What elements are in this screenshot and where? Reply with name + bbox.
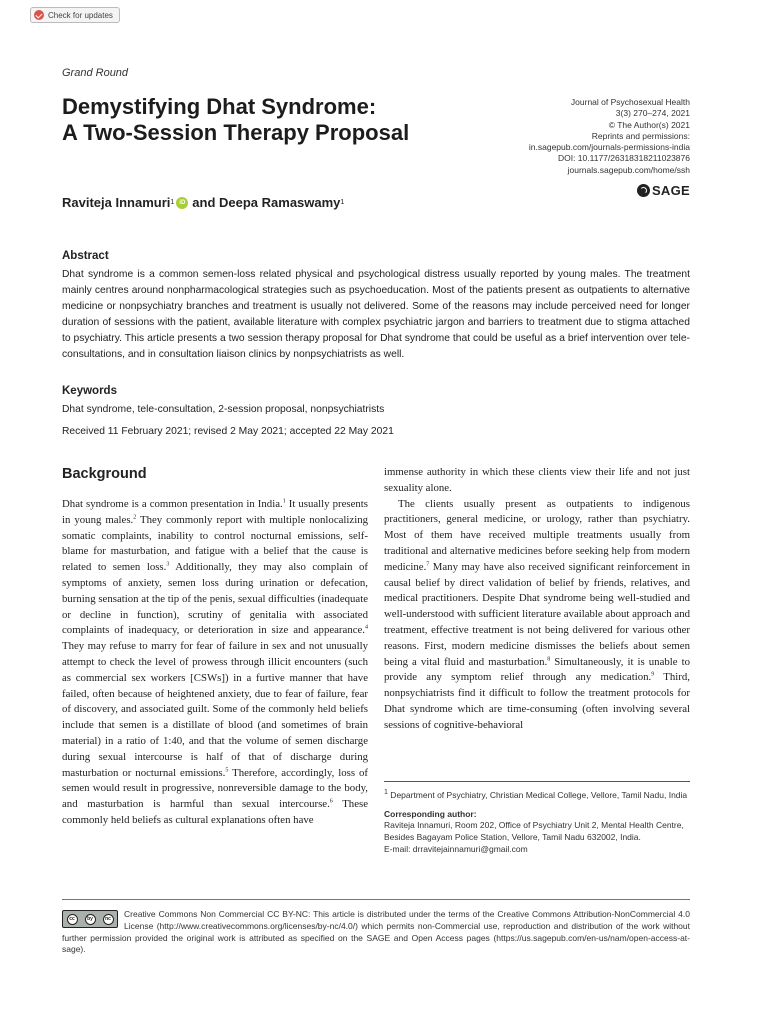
reference-9[interactable]: 9	[651, 671, 655, 678]
keywords-text: Dhat syndrome, tele-consultation, 2-session proposal, nonpsychiatrists	[62, 404, 385, 415]
text-run: It usually presents in young males.	[62, 498, 368, 526]
background-left-column	[62, 497, 368, 829]
corresponding-author-heading: Corresponding author:	[384, 808, 477, 819]
author-2-affiliation: 1	[340, 199, 345, 206]
received-dates: Received 11 February 2021; revised 2 May 2021; accepted 22 May 2021	[62, 426, 394, 437]
text-run: They commonly report with multiple nonlocalizing somatic complaints, inability to control nocturnal emissions, self-blame for masturbation, and fatigue with a belief that the cause is related to semen loss.	[62, 513, 368, 574]
title-line-1: Demystifying Dhat Syndrome:	[62, 94, 377, 119]
reference-7[interactable]: 7	[426, 561, 430, 568]
text-run: These commonly held beliefs as cultural explanations often have	[62, 798, 368, 826]
journal-reprints: Reprints and permissions:	[591, 130, 690, 141]
affiliation-text: Department of Psychiatry, Christian Medical College, Vellore, Tamil Nadu, India	[387, 789, 688, 800]
nc-icon: nc	[103, 914, 114, 925]
author-1-name: Raviteja Innamuri	[62, 195, 171, 210]
title-line-2: A Two-Session Therapy Proposal	[62, 120, 410, 145]
affiliation-footnote	[384, 787, 690, 802]
cc-by-nc-badge[interactable]	[62, 910, 118, 928]
footnotes	[384, 787, 690, 856]
check-updates-icon	[34, 10, 44, 20]
article-section-label: Grand Round	[62, 67, 129, 79]
corresponding-author-email[interactable]: E-mail: drravitejainnamuri@gmail.com	[384, 844, 528, 855]
footnote-divider	[384, 781, 690, 782]
text-run: Simultaneously, it is unable to provide any symptom relief through any medication.	[384, 655, 690, 684]
sage-logo-text: SAGE	[651, 183, 690, 198]
orcid-icon[interactable]: iD	[176, 197, 188, 209]
background-paragraph-1	[62, 497, 368, 829]
text-run: Many may have also received significant reinforcement in causal belief by direct validation of belief by friends, relatives, and medical practitioners. Despite Dhat syndrome being well-studied and well-understood with sufficient literature available about approach and treatment, effective treatment is not being delivered for various other reasons. First, modern medicine dismisses the beliefs about semen being a vital fluid and masturbation.	[384, 560, 690, 668]
text-run: The clients usually present as outpatients to indigenous practitioners, general medicine, or urology, rather than psychiatry. Most of them have received multiple treatments usually from traditional and alternative medicines before seeking help from modern medicine.	[384, 497, 690, 573]
check-for-updates-button[interactable]	[30, 7, 120, 23]
reference-4[interactable]: 4	[365, 624, 368, 631]
abstract-text: Dhat syndrome is a common semen-loss related physical and psychological distress usually reported by young males. The treatment mainly centres around nonpharmacological strategies such as psychoeducation. Most of the patients present as outpatients to alternative medicine or nonpsychiatry branches and treatment is usually not delivered. Some of the reasons may include perceived need for longer duration of sessions with the patient, available literature with complex psychiatric jargon and barriers to treatment due to stigma attached to psychiatry. This article presents a two session therapy proposal for Dhat syndrome that could be useful as a brief intervention over tele-consultations, and in consultation liaison clinics by nonpsychiatrists as well.	[62, 269, 690, 361]
journal-doi[interactable]: DOI: 10.1177/26318318211023876	[557, 153, 690, 164]
background-paragraph-2	[384, 497, 690, 734]
text-run: Additionally, they may also complain of symptoms of anxiety, semen loss during urination or defecation, burning sensation at the tip of the penis, sexual difficulties (inadequate or decline in function), scrutiny of genitalia with associated complaints of inadequacy, or deterioration in size and appearance.	[62, 561, 368, 637]
journal-copyright: © The Author(s) 2021	[608, 119, 690, 130]
journal-volume: 3(3) 270–274, 2021	[615, 108, 690, 119]
by-icon: by	[85, 914, 96, 925]
text-run: They may refuse to marry for fear of failure in sex and not unusually attempt to check the level of prowess through illicit encounters (such as commercial sex workers [CSWs]) in a furtive manner that have failed, often because of heightened anxiety, due to fear of failure, fear of discovery, and associated guilt. Some of the commonly held beliefs include that semen is a distillate of blood (and sometimes of brain material) in a ratio of 1:40, and that the volume of semen discharge during sexual intercourse is half of that of discharge during masturbation or nocturnal emissions.	[62, 640, 368, 779]
check-for-updates-label: Check for updates	[48, 10, 113, 20]
journal-info	[430, 97, 690, 176]
author-line	[62, 195, 344, 210]
author-1-affiliation: 1	[170, 199, 175, 206]
journal-permissions-link[interactable]: in.sagepub.com/journals-permissions-india	[528, 142, 690, 153]
sage-logo	[637, 183, 690, 198]
journal-name: Journal of Psychosexual Health	[570, 97, 690, 107]
reference-5[interactable]: 5	[225, 766, 229, 773]
background-heading: Background	[62, 466, 147, 482]
corresponding-author-address: Raviteja Innamuri, Room 202, Office of Psychiatry Unit 2, Mental Health Centre, Besides Bagayam Police Station, Vellore, Tamil Nadu 632002, India.	[384, 820, 684, 843]
cc-icon: cc	[67, 914, 78, 925]
article-title	[62, 94, 462, 146]
background-right-column	[384, 465, 690, 734]
journal-homepage-link[interactable]: journals.sagepub.com/home/ssh	[567, 164, 690, 175]
author-2-name: and Deepa Ramaswamy	[192, 195, 341, 210]
reference-1[interactable]: 1	[282, 498, 286, 505]
license-notice	[62, 909, 690, 956]
license-divider	[62, 899, 690, 900]
license-text: Creative Commons Non Commercial CC BY-NC: This article is distributed under the terms of the Creative Commons Attribution-NonCommercial 4.0 License (http://www.creativecommons.org/licenses/by-nc/4.0/) which permits non-Commercial use, reproduction and distribution of the work without further permission provided the original work is attributed as specified on the SAGE and Open Access pages (https://us.sagepub.com/en-us/nam/open-access-at-sage).	[62, 909, 690, 955]
reference-2[interactable]: 2	[133, 514, 137, 521]
text-run: Third, nonpsychiatrists find it difficult to follow the treatment protocols for Dhat syndrome which are time-consuming (often involving several sessions of cognitive-behavioral	[384, 671, 690, 731]
sage-logo-icon	[637, 184, 650, 197]
text-run: Therefore, accordingly, loss of semen would result in progressive, nonreversible damage to the body, and masturbation is harmful than sexual intercourse.	[62, 766, 368, 811]
affiliation-marker: 1	[384, 788, 388, 796]
background-paragraph-1-continued: immense authority in which these clients view their life and not just sexuality alone.	[384, 466, 690, 494]
keywords-heading: Keywords	[62, 385, 117, 397]
reference-6[interactable]: 6	[329, 798, 333, 805]
reference-8[interactable]: 8	[547, 655, 551, 662]
abstract-heading: Abstract	[62, 250, 109, 262]
reference-3[interactable]: 3	[166, 561, 170, 568]
text-run: Dhat syndrome is a common presentation in India.	[62, 498, 283, 510]
